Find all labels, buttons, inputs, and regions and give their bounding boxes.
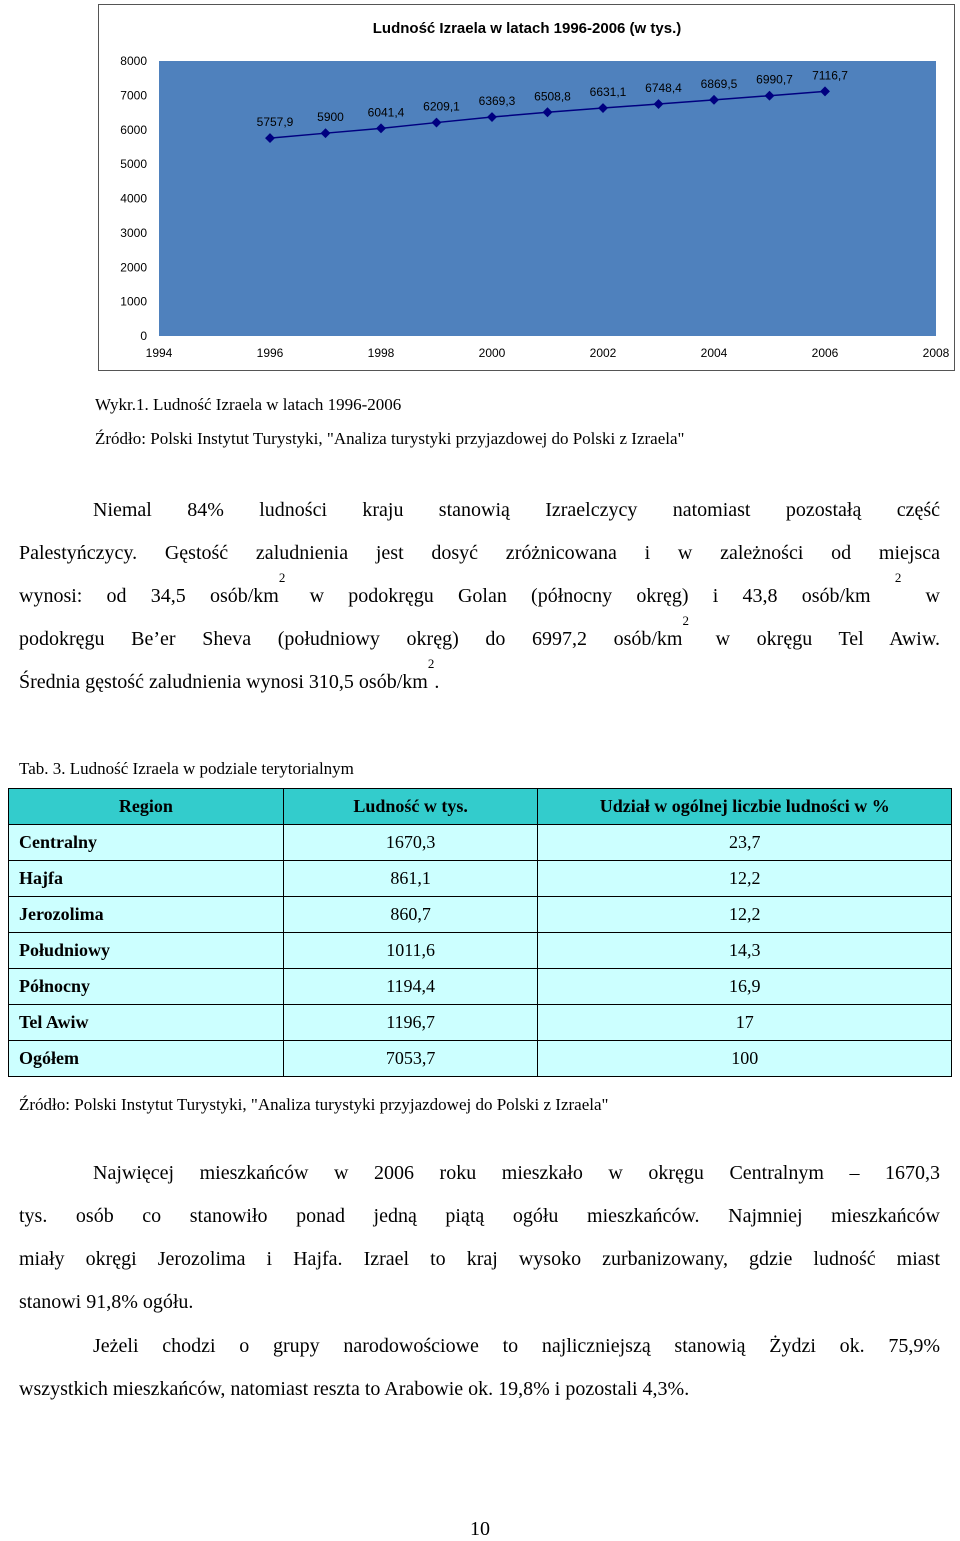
y-tick-label: 6000 xyxy=(120,122,147,137)
column-header: Udział w ogólnej liczbie ludności w % xyxy=(538,789,952,825)
x-tick-label: 2008 xyxy=(922,346,950,360)
population-value: 7053,7 xyxy=(283,1041,538,1077)
paragraph-line: miały okręgi Jerozolima i Hajfa. Izrael to kraj wysoko zurbanizowany, gdzie ludność miast xyxy=(19,1248,940,1270)
x-axis-ticks xyxy=(146,346,950,360)
region-name: Centralny xyxy=(9,825,284,861)
region-population-table xyxy=(8,788,952,1077)
paragraph-line: Najwięcej mieszkańców w 2006 roku mieszkało w okręgu Centralnym – 1670,3 xyxy=(93,1162,940,1184)
paragraph-line xyxy=(19,613,940,661)
table-row xyxy=(9,897,952,933)
region-name: Południowy xyxy=(9,933,284,969)
paragraph-line: Palestyńczycy. Gęstość zaludnienia jest dosyć zróżnicowana i w zależności od miejsca xyxy=(19,542,940,564)
y-tick-label: 8000 xyxy=(120,54,147,68)
population-chart xyxy=(98,4,955,371)
share-value: 17 xyxy=(538,1005,952,1041)
region-name: Hajfa xyxy=(9,861,284,897)
superscript: 2 xyxy=(682,613,689,628)
data-label: 6508,8 xyxy=(534,89,571,104)
data-label: 5757,9 xyxy=(256,115,294,130)
y-axis-ticks xyxy=(120,54,147,343)
region-name: Ogółem xyxy=(9,1041,284,1077)
region-name: Północny xyxy=(9,969,284,1005)
y-tick-label: 7000 xyxy=(120,88,147,103)
text-run: . xyxy=(434,671,440,693)
data-label: 6041,4 xyxy=(367,105,405,120)
superscript: 2 xyxy=(894,570,902,585)
x-tick-label: 1994 xyxy=(145,346,173,360)
data-label: 6869,5 xyxy=(700,76,738,91)
paragraph-line: wszystkich mieszkańców, natomiast reszta to Arabowie ok. 19,8% i pozostali 4,3%. xyxy=(19,1378,690,1400)
data-label: 7116,7 xyxy=(812,68,848,83)
population-value: 1011,6 xyxy=(283,933,538,969)
share-value: 14,3 xyxy=(538,933,952,969)
y-tick-label: 1000 xyxy=(120,294,147,309)
x-tick-label: 2004 xyxy=(700,346,728,360)
population-value: 861,1 xyxy=(283,861,538,897)
x-tick-label: 1998 xyxy=(367,346,395,360)
text-run: w podokręgu Golan (północny okręg) i 43,8 osób/km xyxy=(285,585,895,607)
x-tick-label: 2006 xyxy=(811,346,839,360)
paragraph-nationalities xyxy=(19,1325,940,1411)
table-header-row xyxy=(9,789,952,825)
x-tick-label: 1996 xyxy=(256,346,284,360)
share-value: 12,2 xyxy=(538,861,952,897)
paragraph-regions xyxy=(19,1152,940,1324)
data-label: 6631,1 xyxy=(589,85,627,100)
region-name: Tel Awiw xyxy=(9,1005,284,1041)
paragraph-line: Jeżeli chodzi o grupy narodowościowe to najliczniejszą stanowią Żydzi ok. 75,9% xyxy=(93,1335,940,1357)
population-value: 860,7 xyxy=(283,897,538,933)
column-header: Ludność w tys. xyxy=(283,789,538,825)
population-value: 1670,3 xyxy=(283,825,538,861)
share-value: 23,7 xyxy=(538,825,952,861)
table-row xyxy=(9,825,952,861)
paragraph-line: stanowi 91,8% ogółu. xyxy=(19,1291,194,1313)
chart-svg xyxy=(99,5,956,372)
chart-title: Ludność Izraela w latach 1996-2006 (w tys.) xyxy=(372,20,682,37)
share-value: 100 xyxy=(538,1041,952,1077)
y-tick-label: 4000 xyxy=(120,191,147,206)
y-tick-label: 3000 xyxy=(120,225,147,240)
region-name: Jerozolima xyxy=(9,897,284,933)
text-run: wynosi: od 34,5 osób/km xyxy=(19,585,279,607)
population-value: 1196,7 xyxy=(283,1005,538,1041)
table-row xyxy=(9,969,952,1005)
text-run: w okręgu Tel Awiw. xyxy=(688,628,940,650)
table-source: Źródło: Polski Instytut Turystyki, "Analiza turystyki przyjazdowej do Polski z Izraela" xyxy=(19,1095,609,1114)
data-label: 6369,3 xyxy=(478,94,516,109)
paragraph-line xyxy=(19,570,940,618)
superscript: 2 xyxy=(427,656,435,671)
x-tick-label: 2000 xyxy=(478,346,506,360)
paragraph-population-density xyxy=(19,489,940,704)
paragraph-line: tys. osób co stanowiło ponad jedną piątą ogółu mieszkańców. Najmniej mieszkańców xyxy=(19,1205,940,1227)
table-row xyxy=(9,1005,952,1041)
share-value: 16,9 xyxy=(538,969,952,1005)
column-header: Region xyxy=(9,789,284,825)
paragraph-line xyxy=(19,656,940,704)
population-value: 1194,4 xyxy=(283,969,538,1005)
data-label: 6748,4 xyxy=(645,81,682,96)
y-tick-label: 5000 xyxy=(120,157,147,172)
paragraph-line: Niemal 84% ludności kraju stanowią Izraelczycy natomiast pozostałą część xyxy=(93,499,940,521)
share-value: 12,2 xyxy=(538,897,952,933)
text-run: podokręgu Be’er Sheva (południowy okręg) do 6997,2 osób/km xyxy=(19,628,683,650)
text-run: w xyxy=(901,585,940,607)
table-row-total xyxy=(9,1041,952,1077)
superscript: 2 xyxy=(278,570,286,585)
figure-caption: Wykr.1. Ludność Izraela w latach 1996-2006 xyxy=(95,395,402,414)
table-row xyxy=(9,861,952,897)
x-tick-label: 2002 xyxy=(589,346,617,360)
text-run: Średnia gęstość zaludnienia wynosi 310,5 osób/km xyxy=(19,671,428,693)
page-number: 10 xyxy=(470,1518,490,1540)
y-tick-label: 0 xyxy=(140,329,147,343)
data-label: 5900 xyxy=(317,110,344,125)
data-label: 6990,7 xyxy=(756,72,793,87)
data-label: 6209,1 xyxy=(423,99,460,114)
y-tick-label: 2000 xyxy=(120,260,147,275)
table-row xyxy=(9,933,952,969)
table-caption: Tab. 3. Ludność Izraela w podziale terytorialnym xyxy=(19,759,354,778)
figure-source: Źródło: Polski Instytut Turystyki, "Analiza turystyki przyjazdowej do Polski z Izraela" xyxy=(95,429,685,448)
